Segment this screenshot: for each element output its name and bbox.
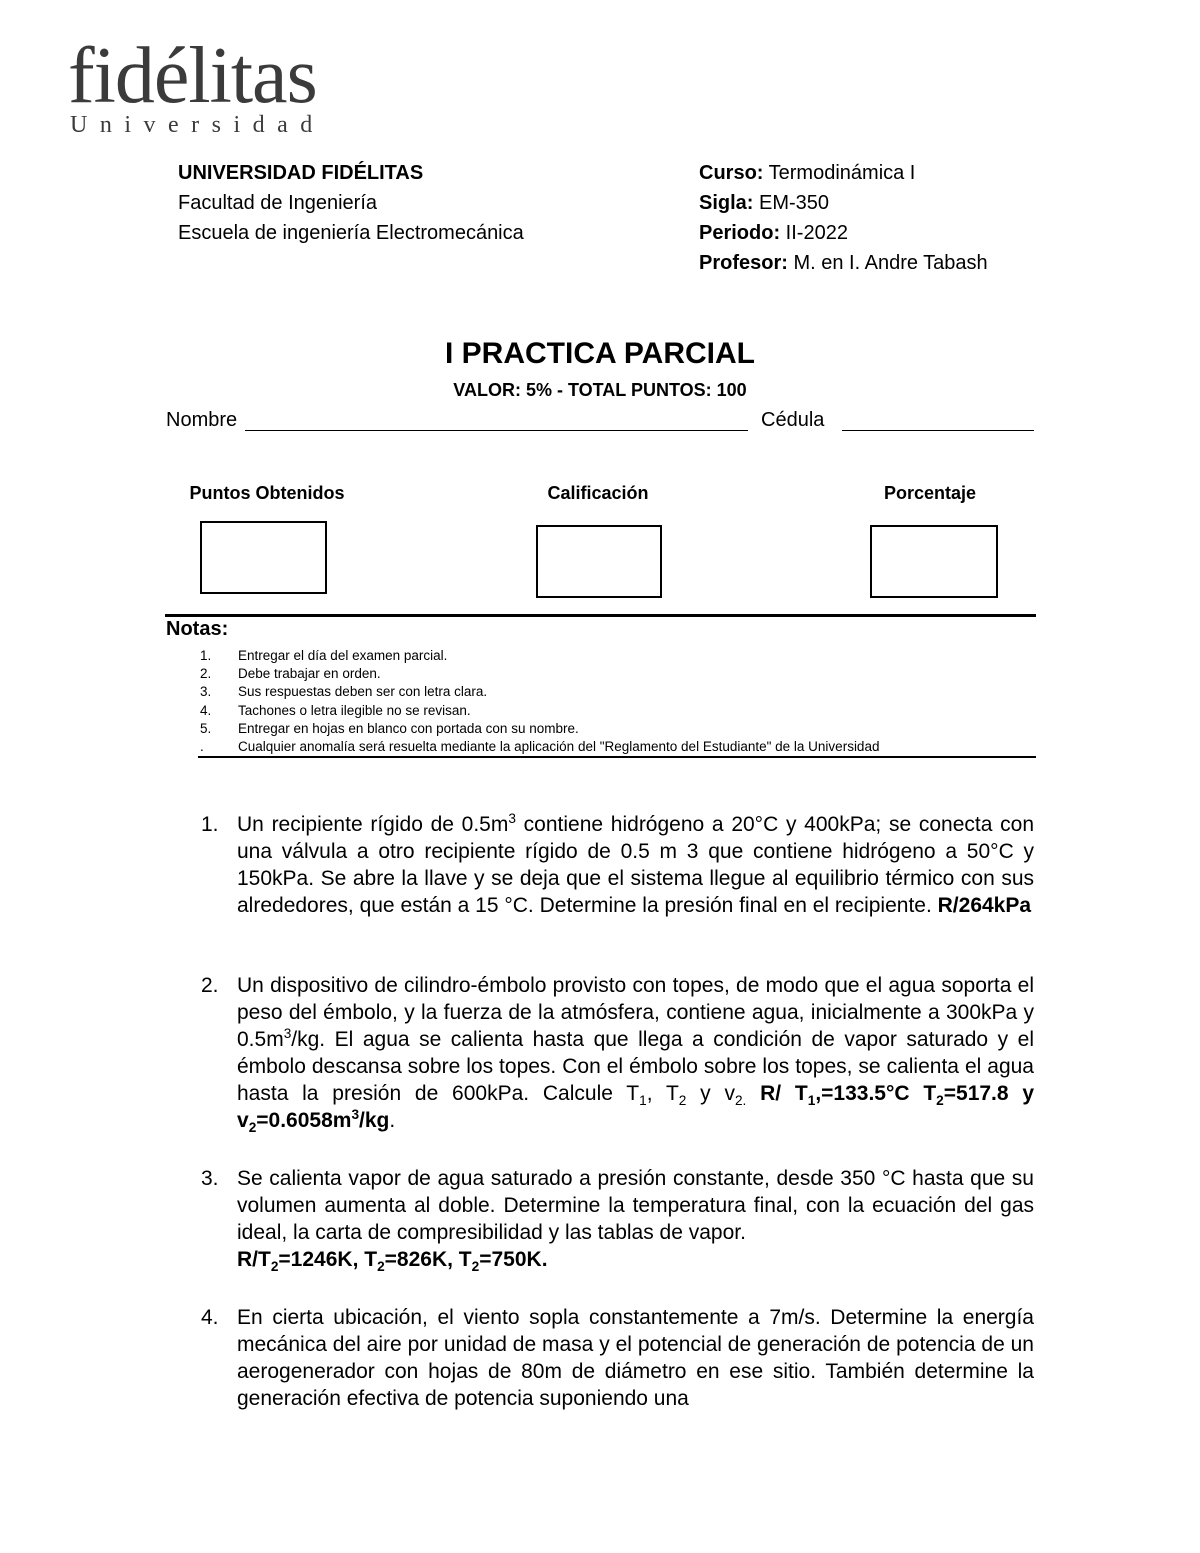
problem-number: 4.: [201, 1306, 219, 1329]
school-name: Escuela de ingeniería Electromecánica: [178, 222, 524, 244]
name-field[interactable]: [245, 408, 748, 431]
grade-label: Calificación: [547, 483, 649, 503]
list-item: . Cualquier anomalía será resuelta mediante la aplicación del "Reglamento del Estudiante" de la Universidad: [200, 739, 880, 755]
notes-list: [200, 647, 1030, 756]
problem-1: [201, 811, 1034, 919]
problem-number: 1.: [201, 813, 219, 836]
course-info: [699, 158, 988, 278]
name-label: Nombre: [166, 409, 238, 431]
problem-number: 3.: [201, 1167, 219, 1190]
problem-2: [201, 972, 1034, 1134]
answer: R/264kPa: [937, 894, 1032, 917]
list-item: 5. Entregar en hojas en blanco con portada con su nombre.: [200, 720, 579, 736]
problem-text: En cierta ubicación, el viento sopla constantemente a 7m/s. Determine la energía mecánica del aire por unidad de masa y el potencial de generación de potencia de un aerogenerador con hojas de 80m de diámetro en ese sitio. También determine la generación efectiva de potencia suponiendo una: [237, 1306, 1034, 1410]
divider-top: [165, 614, 1036, 617]
list-item: 3. Sus respuestas deben ser con letra clara.: [200, 684, 488, 700]
faculty-name: Facultad de Ingeniería: [178, 192, 378, 214]
percent-label: Porcentaje: [883, 483, 977, 503]
grade-box[interactable]: [536, 525, 662, 598]
list-item: 2. Debe trabajar en orden.: [200, 666, 381, 682]
university-logo: [68, 28, 338, 140]
problem-text: Un recipiente rígido de $0.5m^3$ contiene hidrógeno a 20°C y 400kPa; se conecta con una válvula a otro recipiente rígido de 0.5 m 3 que contiene hidrógeno a 50°C y 150kPa. Se abre la llave y se deja que el sistema llegue al equilibrio térmico con sus alrededores, que están a 15 °C. Determine la presión final en el recipiente. R/264kPa: [237, 811, 1034, 917]
notes-title: Notas:: [166, 618, 229, 640]
professor-row: Profesor: M. en I. Andre Tabash: [699, 252, 988, 274]
list-item: 4. Tachones o letra ilegible no se revisan.: [200, 702, 471, 718]
problem-text: Un dispositivo de cilindro-émbolo provisto con topes, de modo que el agua soporta el peso del émbolo, y la fuerza de la atmósfera, contiene agua, inicialmente a 300kPa y $0.5m^3/kg$. El agua se calienta hasta que llega a condición de vapor saturado y el émbolo descansa sobre los topes. Con el émbolo sobre los topes, se calienta el agua hasta la presión de 600kPa. Calcule $T_1$, $T_2$ y $v_{2.}$ R/ $T_1,=133.5^\circ C$ $T_2=517.8$ y $v_2=0.6058m^3/kg$.: [237, 974, 1035, 1136]
points-box[interactable]: [200, 521, 327, 594]
answer: R/ $T_1,=133.5^\circ C$ $T_2=517.8$ y $v_2=0.6058m^3/kg$: [237, 1082, 1035, 1136]
id-field[interactable]: [842, 408, 1034, 431]
divider-bottom: [198, 756, 1036, 758]
answer: $R/T_2=1246K$, $T_2=826K$, $T_2=750K$.: [237, 1248, 548, 1275]
problem-text: Se calienta vapor de agua saturado a presión constante, desde 350 °C hasta que su volumen aumenta al doble. Determine la temperatura final, con la ecuación del gas ideal, la carta de compresibilidad y las tablas de vapor. $R/T_2=1246K$, $T_2=826K$, $T_2=750K$.: [237, 1167, 1034, 1275]
list-item: 1. Entregar el día del examen parcial.: [200, 648, 448, 663]
problem-4: [201, 1304, 1034, 1412]
university-name: UNIVERSIDAD FIDÉLITAS: [178, 162, 424, 184]
logo-subtitle: Universidad: [70, 112, 325, 138]
percent-box[interactable]: [870, 525, 998, 598]
problem-3: [201, 1165, 1034, 1273]
code-row: Sigla: EM-350: [699, 192, 830, 214]
period-row: Periodo: II-2022: [699, 222, 848, 244]
id-label: Cédula: [761, 409, 825, 431]
problem-number: 2.: [201, 974, 219, 997]
logo-wordmark: fidélitas: [68, 32, 317, 120]
institution-info: [178, 158, 524, 248]
course-row: Curso: Termodinámica I: [699, 162, 916, 184]
exam-value: VALOR: 5% - TOTAL PUNTOS: 100: [453, 380, 747, 400]
points-label: Puntos Obtenidos: [189, 483, 345, 503]
exam-title: I PRACTICA PARCIAL: [445, 337, 755, 370]
